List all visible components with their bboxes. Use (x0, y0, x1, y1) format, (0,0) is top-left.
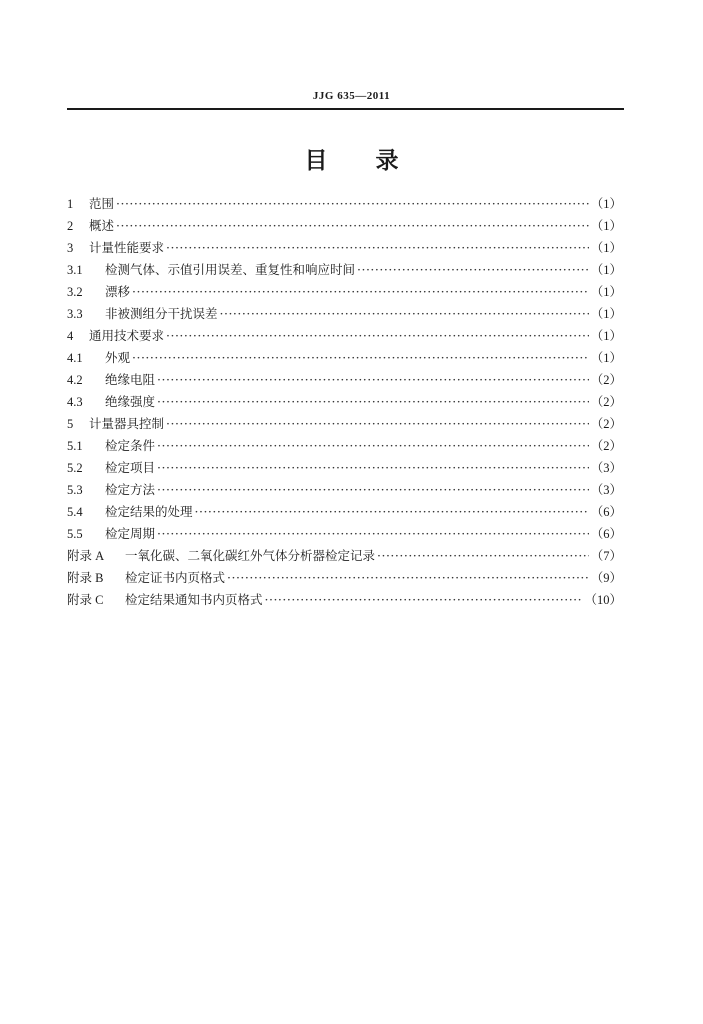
toc-entry (67, 348, 622, 370)
toc-entry-page: （1） (590, 329, 622, 343)
toc-dot-leader (265, 592, 583, 607)
toc-entry-label: 外观 (105, 350, 131, 365)
toc-entry (67, 304, 622, 326)
toc-entry-number: 5.1 (67, 439, 83, 453)
toc-entry (67, 436, 622, 458)
toc-entry-number: 5 (67, 417, 74, 431)
toc-entry-label: 范围 (89, 196, 115, 211)
toc-entry-number: 3.3 (67, 307, 83, 321)
table-of-contents (67, 194, 622, 612)
toc-entry-page: （3） (590, 461, 622, 475)
toc-dot-leader (166, 328, 589, 343)
toc-entry-page: （2） (590, 395, 622, 409)
toc-entry-label: 检定条件 (105, 438, 156, 453)
toc-entry-number: 3.2 (67, 285, 83, 299)
toc-entry-label: 概述 (89, 218, 115, 233)
toc-entry-number: 附录 C (67, 593, 104, 607)
toc-entry-label: 检定证书内页格式 (125, 570, 226, 585)
toc-dot-leader (166, 416, 589, 431)
toc-dot-leader (377, 548, 589, 563)
toc-entry-page: （2） (590, 417, 622, 431)
toc-dot-leader (157, 394, 589, 409)
toc-entry-label: 通用技术要求 (89, 328, 165, 343)
toc-dot-leader (166, 240, 589, 255)
toc-dot-leader (357, 262, 589, 277)
toc-dot-leader (157, 460, 589, 475)
toc-dot-leader (220, 306, 589, 321)
toc-entry-number: 5.5 (67, 527, 83, 541)
toc-entry-number: 4.2 (67, 373, 83, 387)
toc-entry (67, 260, 622, 282)
toc-entry (67, 414, 622, 436)
toc-entry-label: 检定方法 (105, 482, 156, 497)
toc-entry-page: （1） (590, 285, 622, 299)
toc-entry-label: 检定结果的处理 (105, 504, 193, 519)
toc-entry-label: 漂移 (105, 284, 131, 299)
toc-entry-page: （10） (584, 593, 622, 607)
toc-entry (67, 370, 622, 392)
toc-entry-number: 4.3 (67, 395, 83, 409)
toc-entry (67, 216, 622, 238)
toc-entry-page: （1） (590, 263, 622, 277)
toc-entry-label: 绝缘电阻 (105, 372, 156, 387)
toc-dot-leader (157, 526, 589, 541)
toc-entry (67, 568, 622, 590)
toc-entry-number: 4.1 (67, 351, 83, 365)
toc-entry-number: 2 (67, 219, 74, 233)
toc-entry-page: （6） (590, 505, 622, 519)
toc-entry (67, 392, 622, 414)
toc-entry-number: 5.2 (67, 461, 83, 475)
toc-dot-leader (116, 218, 589, 233)
toc-title: 目录 (304, 148, 447, 174)
standard-code: JJG 635—2011 (312, 90, 391, 102)
toc-entry-label: 计量性能要求 (89, 240, 165, 255)
toc-entry (67, 282, 622, 304)
toc-entry-label: 检定周期 (105, 526, 156, 541)
toc-dot-leader (157, 438, 589, 453)
toc-entry-number: 4 (67, 329, 74, 343)
toc-dot-leader (157, 482, 589, 497)
toc-entry-page: （1） (590, 307, 622, 321)
toc-entry-number: 3.1 (67, 263, 83, 277)
toc-entry (67, 194, 622, 216)
toc-entry (67, 502, 622, 524)
toc-entry-label: 计量器具控制 (89, 416, 165, 431)
toc-entry-page: （1） (590, 219, 622, 233)
header-rule (67, 108, 624, 110)
toc-entry (67, 326, 622, 348)
toc-entry-label: 检定结果通知书内页格式 (125, 592, 263, 607)
toc-dot-leader (132, 284, 589, 299)
toc-dot-leader (132, 350, 589, 365)
toc-entry-number: 3 (67, 241, 74, 255)
toc-entry-number: 附录 A (67, 549, 105, 563)
toc-dot-leader (195, 504, 589, 519)
toc-entry-label: 非被测组分干扰误差 (105, 306, 218, 321)
toc-entry (67, 590, 622, 612)
toc-entry-number: 1 (67, 197, 74, 211)
toc-entry-page: （1） (590, 351, 622, 365)
toc-entry-page: （1） (590, 197, 622, 211)
toc-entry (67, 546, 622, 568)
toc-entry (67, 238, 622, 260)
toc-dot-leader (116, 196, 589, 211)
toc-dot-leader (157, 372, 589, 387)
toc-entry (67, 524, 622, 546)
toc-entry-page: （7） (590, 549, 622, 563)
toc-entry-label: 一氧化碳、二氧化碳红外气体分析器检定记录 (125, 548, 376, 563)
toc-entry-page: （3） (590, 483, 622, 497)
toc-entry-page: （2） (590, 373, 622, 387)
toc-entry-page: （9） (590, 571, 622, 585)
toc-entry (67, 458, 622, 480)
toc-entry-number: 5.4 (67, 505, 83, 519)
toc-entry-page: （1） (590, 241, 622, 255)
toc-entry-number: 附录 B (67, 571, 104, 585)
toc-entry-page: （6） (590, 527, 622, 541)
toc-entry-number: 5.3 (67, 483, 83, 497)
toc-entry-label: 检测气体、示值引用误差、重复性和响应时间 (105, 262, 356, 277)
toc-entry-label: 检定项目 (105, 460, 156, 475)
toc-entry (67, 480, 622, 502)
toc-entry-label: 绝缘强度 (105, 394, 156, 409)
toc-dot-leader (227, 570, 589, 585)
toc-entry-page: （2） (590, 439, 622, 453)
